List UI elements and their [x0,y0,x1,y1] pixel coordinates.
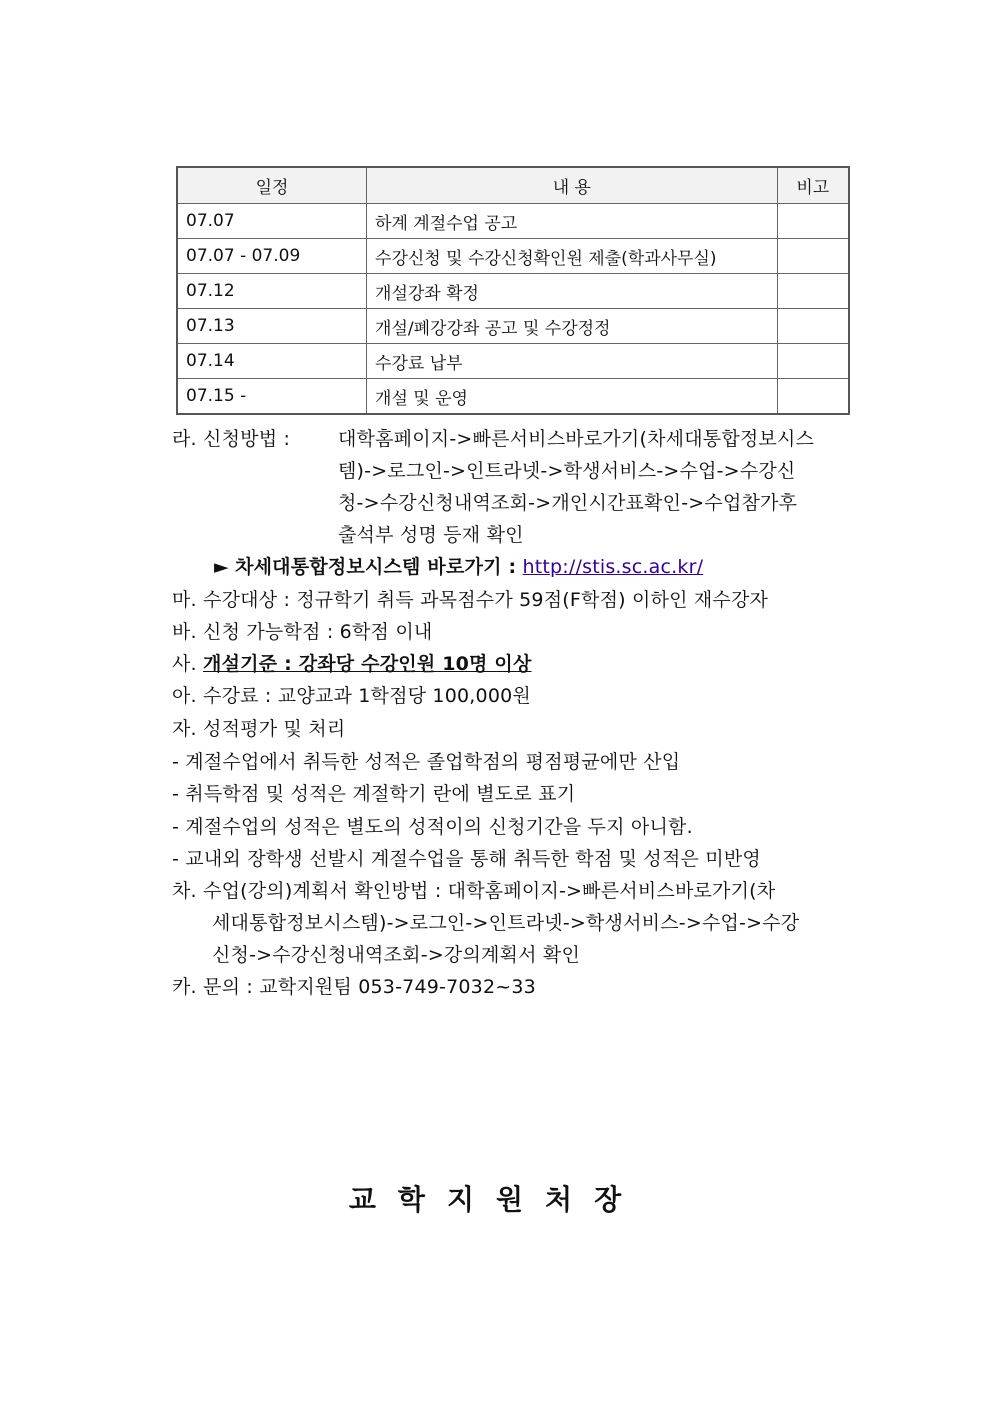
row-note [777,274,849,309]
row-content: 개설 및 운영 [367,379,778,415]
row-note [777,379,849,415]
ka-line: 카. 문의 : 교학지원팀 053-749-7032~33 [172,976,536,998]
table-row [177,204,849,239]
row-content: 개설/폐강강좌 공고 및 수강정정 [367,309,778,344]
ja-title: 자. 성적평가 및 처리 [172,718,346,740]
header-note: 비고 [777,167,849,204]
header-date: 일정 [177,167,367,204]
row-content: 수강신청 및 수강신청확인원 제출(학과사무실) [367,239,778,274]
stis-link[interactable]: http://stis.sc.ac.kr/ [522,556,704,578]
ja-item: - 취득학점 및 성적은 계절학기 란에 별도로 표기 [172,783,576,805]
shortcut-line [214,551,703,583]
ra-line-3: 청->수강신청내역조회->개인시간표확인->수업참가후 [338,492,798,514]
sa-criteria: 개설기준 : 강좌당 수강인원 10명 이상 [203,653,532,675]
row-date: 07.12 [177,274,367,309]
row-note [777,309,849,344]
row-date: 07.07 [177,204,367,239]
schedule-table [176,166,850,415]
row-content: 하계 계절수업 공고 [367,204,778,239]
sa-prefix: 사. [172,653,197,675]
row-date: 07.14 [177,344,367,379]
row-date: 07.13 [177,309,367,344]
table-row [177,239,849,274]
row-note [777,204,849,239]
table-row [177,274,849,309]
closing-signature: 교학지원처장 [348,1183,644,1216]
table-row [177,379,849,415]
table-row [177,344,849,379]
ma-line: 마. 수강대상 : 정규학기 취득 과목점수가 59점(F학점) 이하인 재수강자 [172,589,769,611]
ba-line: 바. 신청 가능학점 : 6학점 이내 [172,621,433,643]
ra-line-2: 템)->로그인->인트라넷->학생서비스->수업->수강신 [338,460,796,482]
ra-line-1: 대학홈페이지->빠른서비스바로가기(차세대통합정보시스 [338,428,815,450]
ja-item: - 교내외 장학생 선발시 계절수업을 통해 취득한 학점 및 성적은 미반영 [172,848,761,870]
a-line: 아. 수강료 : 교양교과 1학점당 100,000원 [172,685,531,707]
row-content: 수강료 납부 [367,344,778,379]
cha-line-1: 차. 수업(강의)계획서 확인방법 : 대학홈페이지->빠른서비스바로가기(차 [172,880,776,902]
pointer-arrow-icon: ► [214,556,229,578]
row-date: 07.15 - [177,379,367,415]
ra-line-4: 출석부 성명 등재 확인 [338,524,524,546]
row-note [777,344,849,379]
ra-label: 라. 신청방법 : [172,428,291,450]
row-content: 개설강좌 확정 [367,274,778,309]
sa-line [172,648,532,680]
cha-line-2: 세대통합정보시스템)->로그인->인트라넷->학생서비스->수업->수강 [212,912,800,934]
row-note [777,239,849,274]
shortcut-label: 차세대통합정보시스템 바로가기 : [235,556,517,578]
header-content: 내 용 [367,167,778,204]
row-date: 07.07 - 07.09 [177,239,367,274]
cha-line-3: 신청->수강신청내역조회->강의계획서 확인 [212,944,581,966]
table-header-row [177,167,849,204]
ja-item: - 계절수업에서 취득한 성적은 졸업학점의 평점평균에만 산입 [172,751,681,773]
table-row [177,309,849,344]
ja-item: - 계절수업의 성적은 별도의 성적이의 신청기간을 두지 아니함. [172,816,693,838]
